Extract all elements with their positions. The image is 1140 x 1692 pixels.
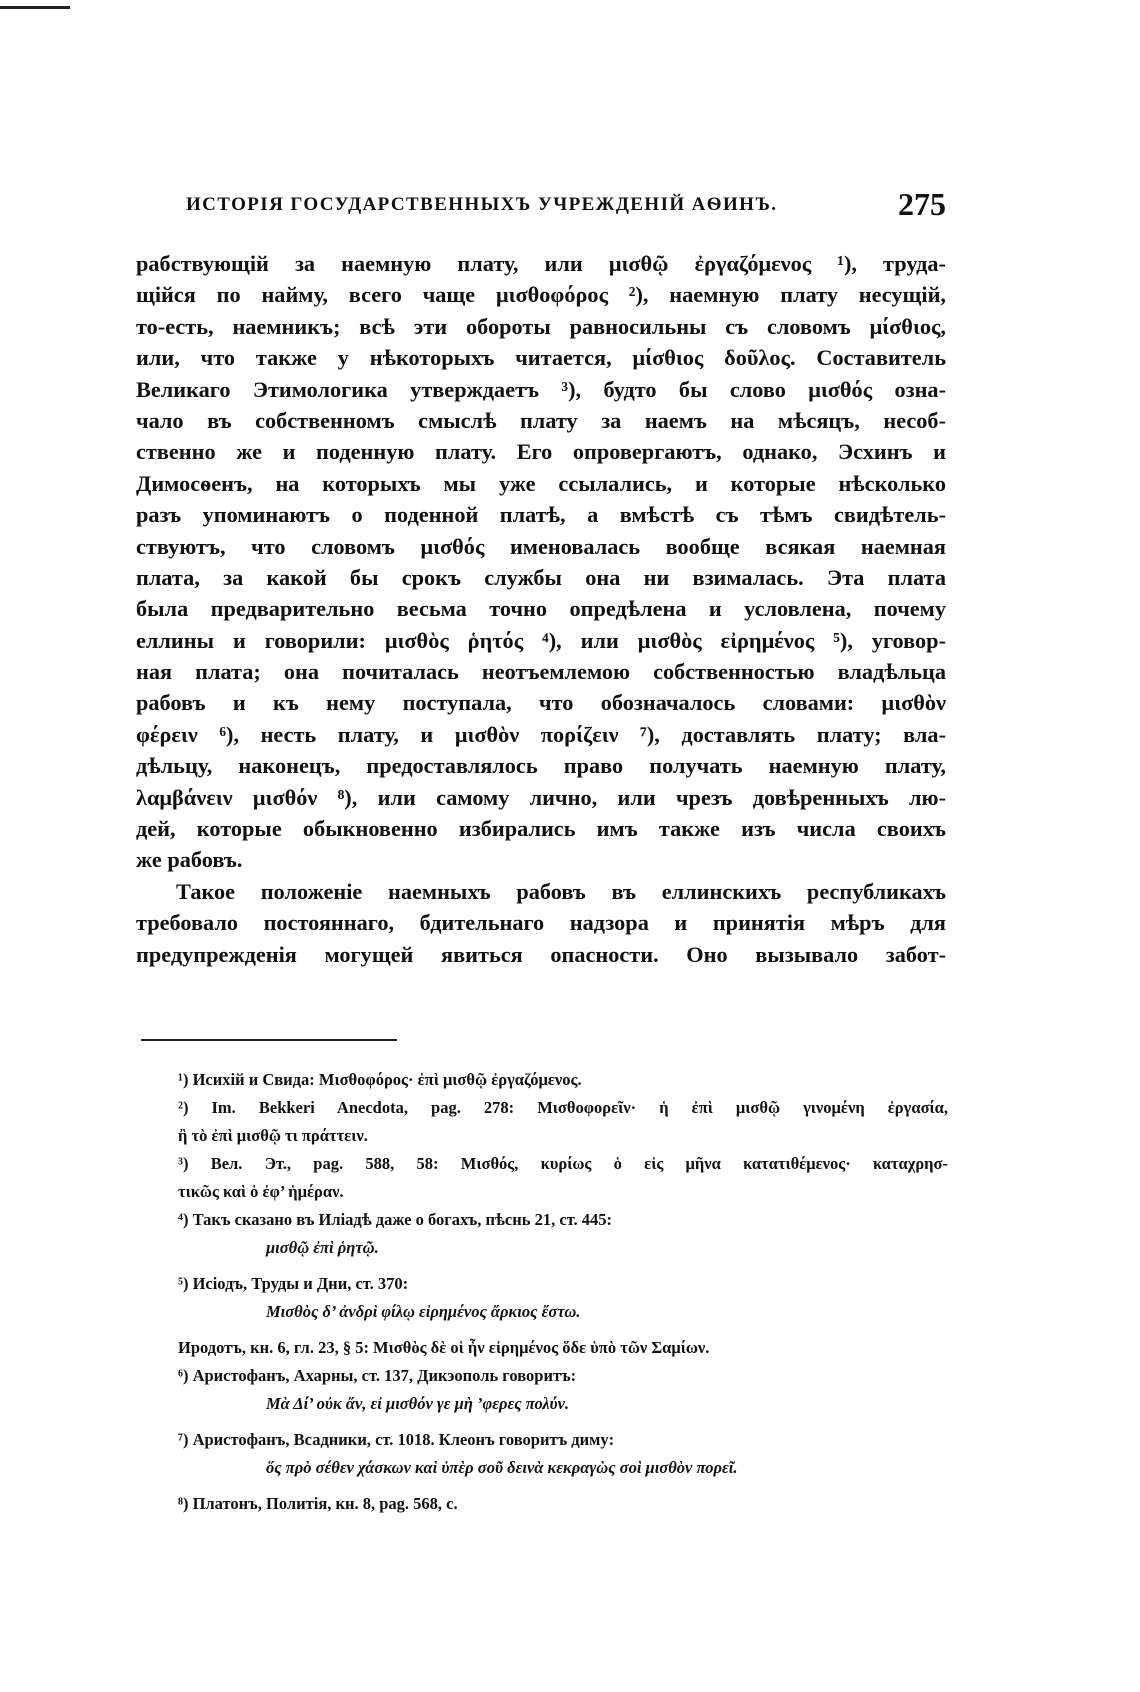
text-line: же рабовъ.: [136, 847, 243, 873]
footnote-5: ⁵) Исіодъ, Труды и Дни, ст. 370:: [178, 1274, 409, 1293]
text-line: ствуютъ, что словомъ μισθός именовалась вообще всякая наемная: [136, 533, 946, 559]
text-line: ственно же и поденную плату. Его опровергаютъ, однако, Эсхинъ и: [136, 439, 946, 465]
text-line: ная плата; она почиталась неотъемлемою собственностью владѣльца: [136, 659, 946, 685]
text-line: еллины и говорили: μισθὸς ῥητός ⁴), или μισθὸς εἰρημένος ⁵), уговор-: [136, 627, 946, 653]
running-title: ИСТОРІЯ ГОСУДАРСТВЕННЫХЪ УЧРЕЖДЕНІЙ АѲИНЪ.: [186, 194, 778, 215]
scan-edge-mark: [0, 6, 70, 9]
footnote-8: ⁸) Платонъ, Политія, кн. 8, pag. 568, c.: [178, 1494, 458, 1513]
footnote-4: ⁴) Такъ сказано въ Иліадѣ даже о богахъ, пѣснь 21, ст. 445:: [178, 1210, 613, 1229]
footnote-2-continuation: ἢ τὸ ἐπὶ μισθῷ τι πράττειν.: [178, 1126, 368, 1145]
text-line: была предварительно весьма точно опредѣлена и условлена, почему: [136, 596, 946, 622]
running-header: [186, 186, 946, 226]
text-line: дей, которые обыкновенно избирались имъ также изъ числа своихъ: [136, 816, 946, 842]
text-line: λαμβάνειν μισθόν ⁸), или самому лично, или чрезъ довѣренныхъ лю-: [136, 784, 946, 810]
footnote-3-continuation: τικῶς καὶ ὁ ἐφ’ ἡμέραν.: [178, 1182, 344, 1201]
footnote-4-quote: μισθῷ ἐπὶ ῥητῷ.: [266, 1238, 379, 1257]
footnote-7: ⁷) Аристофанъ, Всадники, ст. 1018. Клеонъ говоритъ димy:: [178, 1430, 615, 1449]
footnote-1: ¹) Исихій и Свида: Μισθοφόρος· ἐπὶ μισθῷ ἐργαζόμενος.: [178, 1070, 582, 1089]
text-line: рабствующій за наемную плату, или μισθῷ ἐργαζόμενος ¹), труда-: [136, 251, 946, 276]
text-line: рабовъ и къ нему поступала, что обозначалось словами: μισθὸν: [136, 690, 946, 716]
text-line: дѣльцу, наконецъ, предоставлялось право получать наемную плату,: [136, 753, 946, 779]
main-text: [136, 248, 946, 970]
footnote-5-quote: Μισθὸς δ’ ἀνδρὶ φίλῳ εἰρημένος ἄρκιος ἔστω.: [266, 1302, 581, 1321]
footnote-7-quote: ὅς πρὸ σέθεν χάσκων καὶ ὑπὲρ σοῦ δεινὰ κεκραγὼς σοὶ μισθὸν πορεῖ.: [266, 1458, 738, 1477]
text-line: щійся по найму, всего чаще μισθοφόρος ²), наемную плату несущій,: [136, 282, 946, 308]
text-line: чало въ собственномъ смыслѣ плату за наемъ на мѣсяцъ, несоб-: [136, 407, 946, 433]
footnote-6-quote: Μὰ Δί’ οὐκ ἄν, εἰ μισθόν γε μὴ ’φερες πολύν.: [266, 1394, 570, 1413]
text-line: требовало постояннаго, бдительнаго надзора и принятія мѣръ для: [136, 910, 946, 936]
page-number: 275: [898, 186, 946, 222]
footnote-6: ⁶) Аристофанъ, Ахарны, ст. 137, Дикэополь говоритъ:: [178, 1366, 577, 1385]
text-line: разъ упоминаютъ о поденной платѣ, а вмѣстѣ съ тѣмъ свидѣтель-: [136, 502, 946, 528]
footnote-2: ²) Im. Bekkeri Anecdota, pag. 278: Μισθοφορεῖν· ἡ ἐπὶ μισθῷ γινομένη ἐργασία,: [178, 1098, 948, 1117]
text-line: Великаго Этимологика утверждаетъ ³), будто бы слово μισθός озна-: [136, 376, 946, 402]
text-line: Димосѳенъ, на которыхъ мы уже ссылались, и которые нѣсколько: [136, 470, 946, 496]
text-line: предупрежденія могущей явиться опасности. Оно вызывало забот-: [136, 941, 946, 967]
footnote-3: ³) Вел. Эт., pag. 588, 58: Μισθός, κυρίως ὁ εἰς μῆνα κατατιθέμενος· καταχρησ-: [178, 1154, 948, 1173]
footnote-5-herodotus: Иродотъ, кн. 6, гл. 23, § 5: Μισθὸς δὲ οἱ ἦν εἰρημένος ὅδε ὑπὸ τῶν Σαμίων.: [178, 1338, 710, 1357]
text-line: Такое положеніе наемныхъ рабовъ въ еллинскихъ республикахъ: [176, 878, 946, 904]
text-line: то-есть, наемникъ; всѣ эти обороты равносильны съ словомъ μίσθιος,: [136, 313, 946, 339]
footnote-separator: [141, 1039, 397, 1041]
text-line: φέρειν ⁶), несть плату, и μισθὸν πορίζειν ⁷), доставлять плату; вла-: [136, 721, 946, 747]
text-line: или, что также у нѣкоторыхъ читается, μίσθιος δοῦλος. Составитель: [136, 345, 946, 371]
footnotes: [178, 1066, 948, 1518]
text-line: плата, за какой бы срокъ службы она ни взималась. Эта плата: [136, 564, 946, 590]
